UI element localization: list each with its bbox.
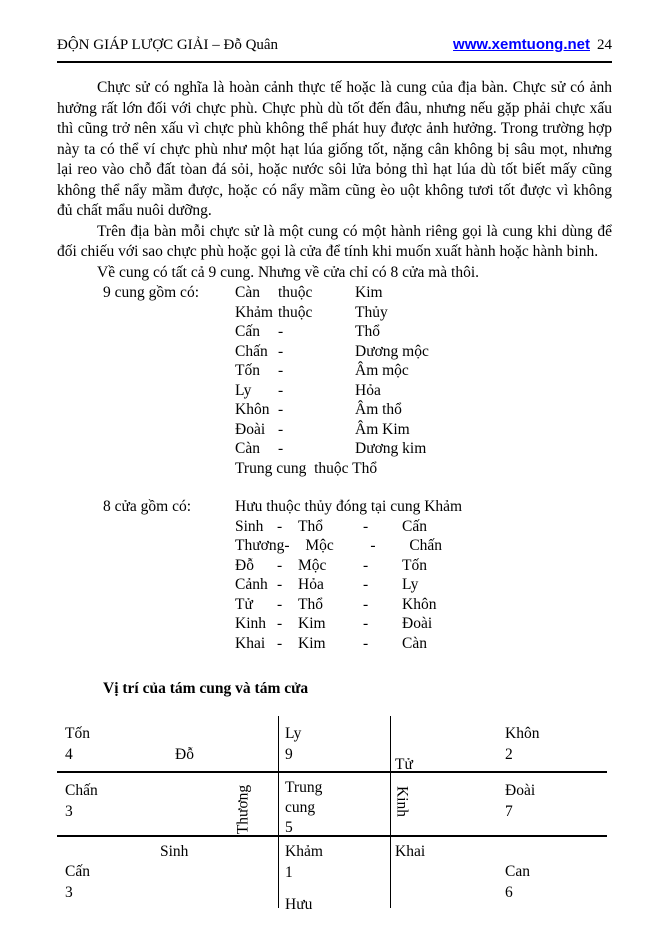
dash: - bbox=[277, 576, 283, 593]
grid-cell-can-num: 3 bbox=[65, 884, 73, 901]
cung-name: Cấn bbox=[235, 323, 260, 340]
cua-cung: Tốn bbox=[402, 556, 427, 574]
dash: - bbox=[284, 537, 290, 554]
grid-cell-doai-num: 7 bbox=[505, 803, 513, 820]
cua-name: Cảnh bbox=[235, 576, 268, 593]
trung-line-1: Trung bbox=[285, 779, 323, 796]
cua-intro-line: Hưu thuộc thủy đóng tại cung Khảm bbox=[235, 498, 463, 515]
cung-name: Khảm bbox=[235, 303, 273, 321]
bagua-grid bbox=[57, 714, 612, 926]
cua-cung: Đoài bbox=[402, 615, 433, 632]
cung-name: Khôn bbox=[235, 401, 270, 418]
cung-list-row bbox=[235, 361, 612, 381]
grid-cell-khai: Khai bbox=[395, 843, 426, 860]
cung-list-label: 9 cung gồm có: bbox=[103, 284, 199, 301]
cung-element: Thổ bbox=[355, 323, 380, 340]
site-link[interactable]: www.xemtuong.net bbox=[453, 36, 590, 53]
cua-list-row bbox=[235, 556, 612, 576]
paragraph-chuc-su: Chực sử có nghĩa là hoàn cảnh thực tế hoặc là cung của địa bàn. Chực sử có ảnh hưởng rất lớn đối với chực phù. Chực phù dù tốt đến đâu, nhưng nếu gặp phải chực xấu thì cũng trở nên xấu vì chực phù không thể phát huy được ảnh hưởng. Trong trường hợp này ta có thể ví chực phù như một hạt lúa giống tốt, nặng cân không bị sâu mọt, nhưng lại reo vào chỗ đất tòan đá sỏi, hoặc nước sôi lửa bỏng thì hạt lúa dù tốt biết mấy cũng không thể nẩy mầm được, hoặc có nẩy mầm cũng èo uột không tươi tốt được vì không đủ chất mẩu nuôi dưỡng. bbox=[57, 79, 612, 219]
grid-horizontal-line-1 bbox=[57, 771, 607, 773]
cung-element: Kim bbox=[355, 284, 383, 301]
cung-name: Chấn bbox=[235, 342, 268, 360]
grid-cell-kham-num: 1 bbox=[285, 864, 293, 881]
cung-list-block bbox=[57, 283, 612, 459]
grid-cell-huu: Hưu bbox=[285, 896, 313, 913]
header-right bbox=[453, 36, 612, 54]
grid-cell-do: Đỗ bbox=[175, 746, 194, 763]
cung-name: Càn bbox=[235, 284, 260, 301]
grid-cell-khon-num: 2 bbox=[505, 746, 513, 763]
cua-element: Hỏa bbox=[298, 576, 324, 593]
cua-cung: Ly bbox=[402, 576, 419, 593]
cung-list-row bbox=[235, 322, 612, 342]
paragraph-dia-ban: Trên địa bàn mỗi chực sử là một cung có một hành riêng gọi là cung khi dùng để đối chiếu với sao chực phù hoặc gọi là cửa để tính khi muốn xuất hành hoặc hành binh. bbox=[57, 222, 612, 260]
grid-cell-tu: Tử bbox=[395, 756, 413, 773]
spacer-label bbox=[103, 459, 235, 479]
grid-cell-ton-num: 4 bbox=[65, 746, 73, 763]
cua-element: Mộc bbox=[298, 556, 327, 574]
cua-name: Thương bbox=[235, 537, 285, 554]
cua-cung: Cấn bbox=[402, 517, 427, 535]
cung-name: Càn bbox=[235, 440, 260, 457]
cung-relation: - bbox=[278, 323, 284, 340]
cua-cung: Khôn bbox=[402, 595, 437, 613]
cua-list-items bbox=[235, 497, 612, 653]
grid-cell-ly-num: 9 bbox=[285, 746, 293, 763]
cung-list-row bbox=[235, 400, 612, 420]
cung-relation: - bbox=[278, 420, 284, 438]
dash: - bbox=[363, 556, 369, 574]
dash: - bbox=[277, 595, 283, 613]
cua-cung: Càn bbox=[402, 634, 427, 652]
grid-cell-khon: Khôn bbox=[505, 725, 540, 742]
dash: - bbox=[363, 615, 369, 632]
grid-cell-kinh-rotated: Kinh bbox=[393, 786, 411, 817]
cua-rows bbox=[235, 517, 612, 654]
page-header bbox=[57, 36, 612, 54]
cua-list-row bbox=[235, 595, 612, 615]
dash: - bbox=[363, 517, 369, 535]
cua-cung: Chấn bbox=[409, 537, 443, 554]
cung-relation: - bbox=[278, 440, 284, 457]
cua-name: Sinh bbox=[235, 517, 264, 535]
cung-relation: thuộc bbox=[278, 303, 313, 321]
grid-cell-ly: Ly bbox=[285, 725, 302, 742]
header-divider bbox=[57, 61, 612, 63]
grid-cell-sinh: Sinh bbox=[160, 843, 189, 860]
cung-element: Âm Kim bbox=[355, 420, 410, 438]
cua-list-row bbox=[235, 536, 612, 556]
cua-element: Mộc bbox=[305, 537, 334, 554]
cung-element: Hỏa bbox=[355, 381, 381, 399]
dash: - bbox=[363, 595, 369, 613]
paragraph-9-cung: Về cung có tất cả 9 cung. Nhưng về cửa chỉ có 8 cửa mà thôi. bbox=[97, 263, 479, 281]
cung-relation: - bbox=[278, 381, 284, 399]
grid-cell-trung-cung bbox=[285, 778, 322, 838]
grid-cell-ton: Tốn bbox=[65, 725, 90, 742]
dash: - bbox=[370, 537, 376, 554]
cung-element: Âm mộc bbox=[355, 362, 409, 379]
trung-line-3: 5 bbox=[285, 819, 293, 836]
cua-list-row bbox=[235, 634, 612, 654]
cung-list-items bbox=[235, 283, 612, 459]
dash: - bbox=[277, 556, 283, 574]
cua-element: Kim bbox=[298, 634, 326, 652]
cua-element: Thổ bbox=[298, 517, 323, 535]
grid-cell-can6-num: 6 bbox=[505, 884, 513, 901]
cung-list-row bbox=[235, 303, 612, 323]
cung-list-footer-block bbox=[57, 459, 612, 479]
grid-heading: Vị trí của tám cung và tám cửa bbox=[103, 680, 309, 697]
page-number: 24 bbox=[597, 37, 612, 53]
dash: - bbox=[363, 576, 369, 593]
cua-name: Khai bbox=[235, 634, 266, 652]
cung-list-row bbox=[235, 439, 612, 459]
grid-vertical-line-1 bbox=[278, 716, 279, 908]
cung-relation: - bbox=[278, 401, 284, 418]
cung-element: Dương mộc bbox=[355, 342, 429, 360]
cua-name: Kinh bbox=[235, 615, 266, 632]
grid-cell-doai: Đoài bbox=[505, 782, 536, 799]
cung-element: Thủy bbox=[355, 303, 388, 321]
dash: - bbox=[363, 634, 369, 652]
dash: - bbox=[277, 517, 283, 535]
cua-list-block bbox=[57, 497, 612, 653]
cua-name: Đỗ bbox=[235, 556, 254, 574]
trung-cung-line: Trung cung thuộc Thổ bbox=[235, 459, 378, 477]
cung-relation: - bbox=[278, 342, 284, 360]
cung-relation: - bbox=[278, 362, 284, 379]
cua-element: Kim bbox=[298, 615, 326, 632]
trung-line-2: cung bbox=[285, 799, 316, 816]
cung-list-row bbox=[235, 283, 612, 303]
cung-name: Tốn bbox=[235, 362, 260, 379]
dash: - bbox=[277, 615, 283, 632]
cung-name: Ly bbox=[235, 381, 252, 399]
grid-cell-can: Cấn bbox=[65, 863, 90, 880]
cung-list-row bbox=[235, 381, 612, 401]
cung-element: Âm thổ bbox=[355, 401, 402, 418]
cung-list-row bbox=[235, 420, 612, 440]
cua-name: Tử bbox=[235, 595, 253, 613]
cung-name: Đoài bbox=[235, 420, 266, 438]
cung-element: Dương kim bbox=[355, 440, 427, 457]
cua-element: Thổ bbox=[298, 595, 323, 613]
document-title: ĐỘN GIÁP LƯỢC GIẢI – Đỗ Quân bbox=[57, 37, 279, 53]
dash: - bbox=[277, 634, 283, 652]
cung-list-row bbox=[235, 342, 612, 362]
cua-list-row bbox=[235, 575, 612, 595]
grid-cell-chan: Chấn bbox=[65, 782, 98, 799]
cua-list-row bbox=[235, 614, 612, 634]
grid-cell-thuong-rotated: Thương bbox=[234, 784, 252, 835]
grid-cell-chan-num: 3 bbox=[65, 803, 73, 820]
grid-cell-kham: Khảm bbox=[285, 843, 323, 860]
grid-cell-can6: Can bbox=[505, 863, 530, 880]
cua-list-label: 8 cửa gồm có: bbox=[103, 498, 192, 515]
cua-list-row bbox=[235, 517, 612, 537]
cung-relation: thuộc bbox=[278, 284, 313, 301]
grid-horizontal-line-2 bbox=[57, 835, 607, 837]
